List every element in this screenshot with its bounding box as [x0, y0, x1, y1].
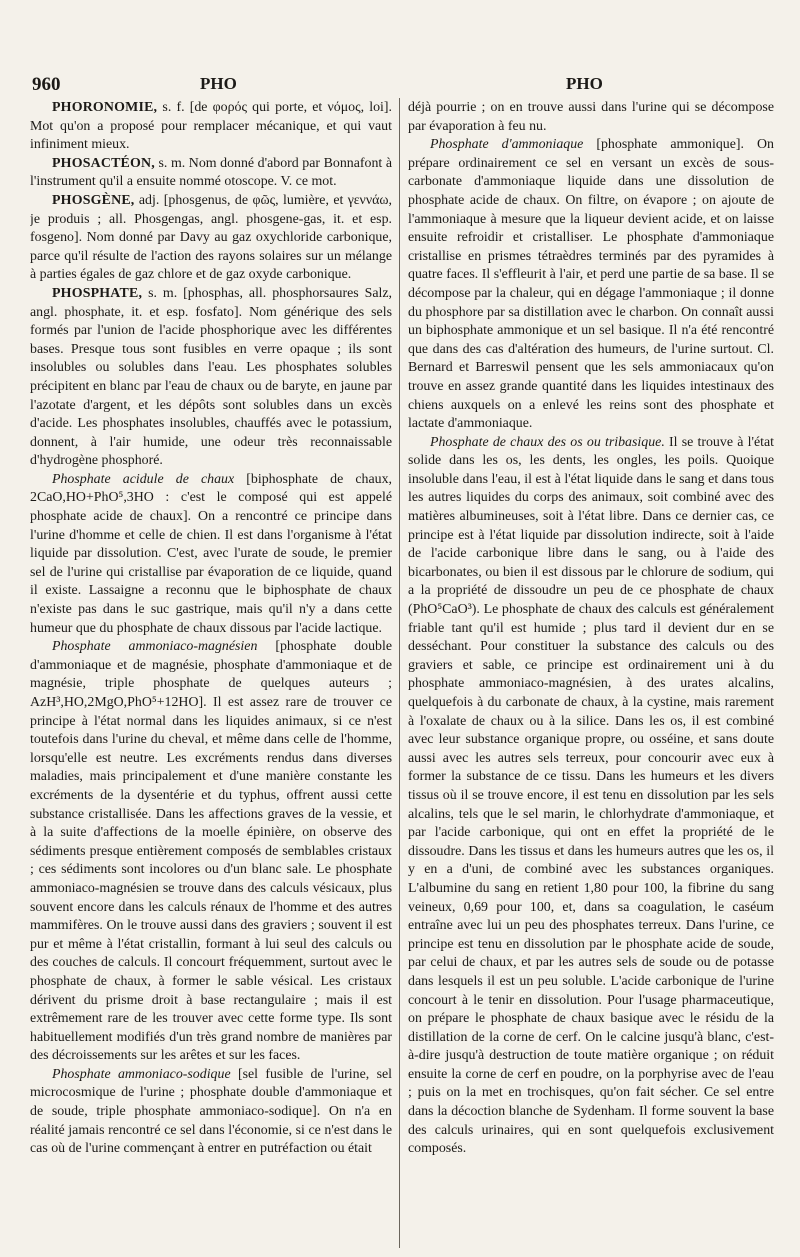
entry-text: adj. [phosgenus, de φῶς, lumière, et γεννάω, je produis ; all. Phosgengas, angl. phosgene-gas, it. et esp. fosgeno]. Nom donné par Davy au gaz oxychloride carbonique, parce qu'il résulte de l'action des rayons solaires sur un mélange à parties égales de gaz chlore et de gaz oxyde carbonique.	[30, 192, 392, 283]
entry-phosacteon	[30, 155, 392, 192]
entry-text: [sel fusible de l'urine, sel microcosmique de l'urine ; phosphate double d'ammoniaque et de soude, triple phosphate ammoniaco-sodique]. On n'a en réalité jamais rencontré ce sel dans l'économie, si ce n'est dans le cas où de l'urine commençant à entrer en putréfaction ou était	[30, 1066, 392, 1157]
left-column	[30, 99, 392, 1249]
entry-text: [biphosphate de chaux, 2CaO,HO+PhO⁵,3HO : c'est le composé qui est appelé phosphate acide de chaux]. On a rencontré ce principe dans l'urine d'homme et celle de chien. Il est dans l'organisme à l'état liquide par dissolution. C'est, avec l'urate de soude, le premier sel de l'urine qui cristallise par évaporation de ce liquide, quand il existe. Lassaigne a reconnu que le biphosphate de chaux n'existe pas dans le suc gastrique, mais qu'il n'y a dans cette humeur que du phosphate de chaux dissous par l'acide lactique.	[30, 471, 392, 636]
entry-text: s. m. Nom donné d'abord par Bonnafont à l'instrument qu'il a ensuite nommé otoscope. V. ce mot.	[30, 155, 392, 190]
entry-text: [phosphate ammonique]. On prépare ordinairement ce sel en versant un excès de sous-carbonate d'ammoniaque liquide dans une dissolution de phosphate acide de chaux. On filtre, on évapore ; on ajoute de l'ammoniaque à mesure que la liqueur devient acide, et on laisse ensuite refroidir et cristalliser. Le phosphate d'ammoniaque cristallise en prismes tétraèdres terminés par des pyramides à quatre faces. Il s'effleurit à l'air, et perd une partie de sa base. Il se décompose par la chaleur, qui en dégage l'ammoniaque ; il donne du phosphore par sa distillation avec le charbon. On connaît aussi un biphosphate ammonique et un sel basique. Il n'a été rencontré que dans des cas d'altération des humeurs, de l'urine surtout. Cl. Bernard et Barreswil pensent que les sels ammoniacaux qu'on trouve en assez grande quantité dans les liquides intestinaux des chiens auxquels on a enlevé les reins sont des phosphate et lactate d'ammoniaque.	[408, 137, 774, 432]
subentry-ammoniaco-sodique	[30, 1066, 392, 1159]
subentry-lead: Phosphate ammoniaco-magnésien	[52, 639, 258, 655]
page-number: 960	[32, 74, 61, 95]
continued-text: déjà pourrie ; on en trouve aussi dans l'urine qui se décompose par évaporation à feu nu.	[408, 100, 774, 134]
running-head-right: PHO	[566, 74, 603, 93]
entry-text: [phosphate double d'ammoniaque et de magnésie, phosphate d'ammoniaque et de magnésie, triple phosphate de quelques auteurs ; AzH³,HO,2MgO,PhO⁵+12HO]. Il est assez rare de trouver ce principe à l'état normal dans les liquides animaux, si ce n'est toutefois dans l'urine du cheval, et même dans celle de l'homme, lorsqu'elle est neutre. Les excréments rendus dans diverses maladies, mais principalement et d'une manière constante les excréments de la dysentérie et du typhus, offrent aussi cette substance cristallisée. Dans les affections graves de la vessie, et à la suite d'affections de la moelle épinière, on observe des sédiments presque entièrement composés de semblables cristaux ; ces sédiments sont incolores ou d'un blanc sale. Le phosphate ammoniaco-magnésien se trouve dans des calculs vésicaux, plus souvent encore dans les calculs rénaux de l'homme et des autres mammifères. On le trouve aussi dans des graviers ; souvent il est pur et même à l'état cristallin, formant à lui seul des calculs ou des couches de calculs. Il concourt fréquemment, surtout avec le phosphate de chaux, à former le sable vésical. Les cristaux dérivent du prisme droit à base rectangulaire ; mais il est extrêmement rare de les trouver avec cette forme type. Ils sont habituellement modifiés d'un très grand nombre de manières par des décroissements sur les arêtes et sur les faces.	[30, 639, 392, 1064]
subentry-lead: Phosphate d'ammoniaque	[430, 137, 584, 153]
headword: PHORONOMIE,	[52, 100, 158, 115]
headword: PHOSGÈNE,	[52, 192, 135, 208]
entry-phosphate	[30, 285, 392, 471]
subentry-phosphate-acidule	[30, 471, 392, 638]
page-header	[26, 74, 800, 96]
running-head-left: PHO	[200, 74, 237, 93]
column-divider	[399, 98, 400, 1248]
entry-phoronomie	[30, 99, 392, 155]
entry-text: s. m. [phosphas, all. phosphorsaures Salz, angl. phosphate, it. et esp. fosfato]. Nom générique des sels formés par l'union de l'acide phosphorique avec les différentes bases. Presque tous sont fusibles en verre opaque ; ils sont insolubles ou solubles dans l'eau. Les phosphates solubles précipitent en blanc par l'eau de chaux ou de baryte, en jaune par l'azotate d'argent, et les dépôts sont solubles dans un excès d'acide. Les phosphates insolubles, chauffés avec le potassium, donnent, à l'air humide, une odeur très reconnaissable d'hydrogène phosphoré.	[30, 285, 392, 469]
entry-text: s. f. [de φορός qui porte, et νόμος, loi]. Mot qu'on a proposé pour remplacer mécanique, et qui vaut infiniment mieux.	[30, 100, 392, 153]
right-column	[408, 99, 774, 1249]
subentry-lead: Phosphate ammoniaco-sodique	[52, 1066, 231, 1082]
headword: PHOSACTÉON,	[52, 155, 155, 171]
entry-text: Il se trouve à l'état solide dans les os, les dents, les ongles, les poils. Quoique insoluble dans l'eau, il est à l'état liquide dans le sang et dans tous les autres liquides du corps des animaux, soit combiné avec des matières albumineuses, soit à l'état libre. Dans ce dernier cas, ce principe est à l'état liquide par dissolution indirecte, soit à l'aide de l'acide carbonique libre dans le sang, ou à l'aide des bicarbonates, ou bien il est dissous par le chlorure de sodium, qui a la propriété de dissoudre un peu de ce phosphate de chaux (PhO⁵CaO³). Le phosphate de chaux des calculs est généralement friable tant qu'il est humide ; plus tard il devient dur en se desséchant. Pour constituer la substance des calculs ou des graviers et sable, ce principe est ordinairement uni à du phosphate ammoniaco-magnésien, à des urates alcalins, quelquefois à du carbonate de chaux, à la cystine, mais rarement à l'oxalate de chaux ou à la silice. Dans les os, il est combiné avec leur substance organique propre, ou osséine, et sans doute aussi avec les autres sels terreux, pour concourir avec eux à former la substance de ce tissu. Dans les humeurs et les divers tissus où il se trouve encore, il est tenu en dissolution par les sels alcalins, tels que le sel marin, le chlorhydrate d'ammoniaque, et par l'acide carbonique, qui ont en effet la propriété de le dissoudre. Dans les tissus et dans les humeurs autres que les os, il y en a d'uni, de combiné avec les substances organiques. L'albumine du sang en retient 1,80 pour 100, la fibrine du sang veineux, 0,69 pour 100, et, dans sa coagulation, le caséum entraîne avec lui un peu des phosphates terreux. Dans l'urine, ce principe est tenu en dissolution par le phosphate acide de soude, par celui de chaux, et par les autres sels de soude ou de potasse dans lesquels il est un peu soluble. L'acide carbonique de l'urine concourt à le tenir en dissolution. Pour l'usage pharmaceutique, on prépare le phosphate de chaux basique avec le résidu de la distillation de la corne de cerf. On le calcine jusqu'à blanc, c'est-à-dire jusqu'à destruction de toute matière organique ; on réduit ensuite la corne de cerf en poudre, on la porphyrise avec de l'eau ; puis on la met en trochisques, qu'on fait sécher. Ce sel entre dans la décoction blanche de Sydenham. Il forme souvent la base des calculs urinaires, qui en sont quelquefois exclusivement composés.	[408, 434, 774, 1157]
entry-phosgene	[30, 192, 392, 285]
subentry-ammoniaco-magnesien	[30, 638, 392, 1066]
subentry-phosphate-ammoniaque	[408, 136, 774, 434]
subentry-phosphate-chaux-os	[408, 434, 774, 1159]
subentry-lead: Phosphate acidule de chaux	[52, 471, 235, 487]
headword: PHOSPHATE,	[52, 285, 143, 301]
subentry-lead: Phosphate de chaux des os ou tribasique.	[430, 434, 665, 450]
